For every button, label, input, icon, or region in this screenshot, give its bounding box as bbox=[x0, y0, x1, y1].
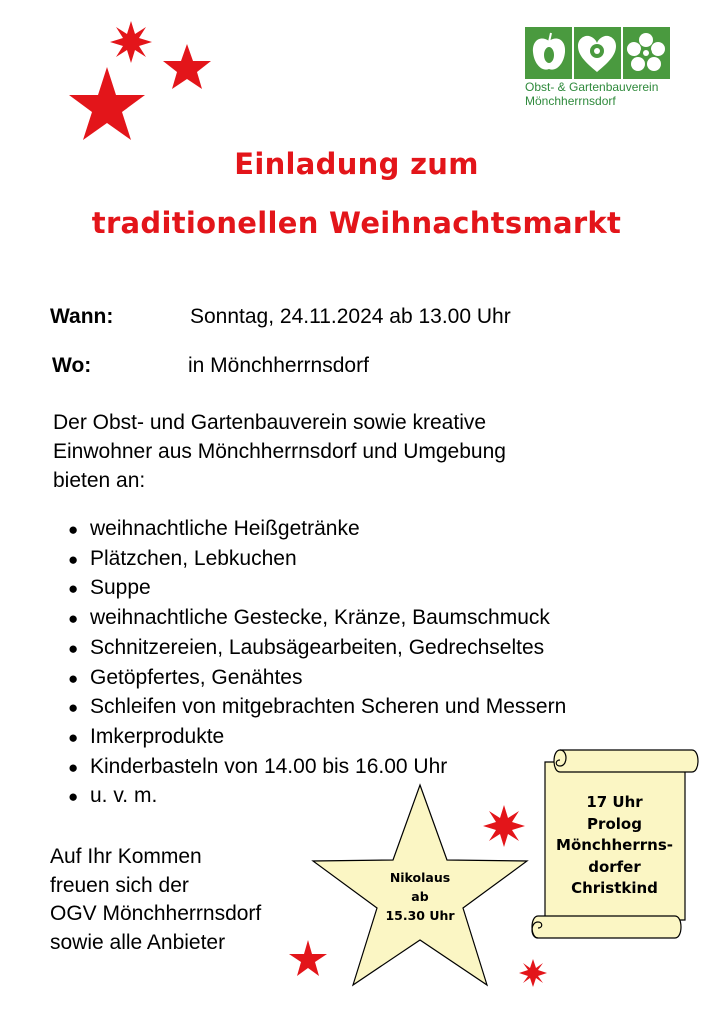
spiky-star-icon bbox=[110, 21, 152, 63]
bullet-icon: ● bbox=[68, 609, 79, 629]
list-item-text: Kinderbasteln von 14.00 bis 16.00 Uhr bbox=[90, 754, 448, 778]
club-logo bbox=[525, 27, 670, 79]
red-star-icon bbox=[69, 67, 145, 140]
red-star-icon bbox=[163, 44, 211, 89]
list-item bbox=[68, 634, 566, 664]
bullet-icon: ● bbox=[68, 757, 79, 777]
title-line2: traditionellen Weihnachtsmarkt bbox=[91, 206, 622, 240]
intro-line: bieten an: bbox=[53, 469, 146, 492]
closing-line: freuen sich der bbox=[50, 873, 189, 897]
list-item-text: Suppe bbox=[90, 576, 151, 600]
star-text-line: Nikolaus bbox=[389, 870, 451, 885]
where-value: in Mönchherrnsdorf bbox=[188, 354, 369, 377]
title-line1: Einladung zum bbox=[234, 147, 479, 181]
intro-line: Einwohner aus Mönchherrnsdorf und Umgebung bbox=[53, 440, 506, 463]
list-item-text: weihnachtliche Heißgetränke bbox=[90, 517, 360, 540]
scroll-text-line: dorfer bbox=[588, 857, 641, 876]
scroll-text-line: Mönchherrns- bbox=[556, 836, 673, 854]
scroll-text-line: Prolog bbox=[587, 814, 642, 833]
bullet-icon: ● bbox=[68, 668, 79, 688]
list-item-text: Getöpfertes, Genähtes bbox=[90, 665, 303, 689]
bullet-icon: ● bbox=[68, 549, 79, 569]
bullet-icon: ● bbox=[68, 727, 79, 747]
bullet-icon: ● bbox=[68, 579, 79, 599]
list-item-text: Plätzchen, Lebkuchen bbox=[90, 546, 297, 570]
list-item-text: Schleifen von mitgebrachten Scheren und Messern bbox=[90, 695, 567, 719]
closing-line: Auf Ihr Kommen bbox=[50, 845, 202, 868]
nikolaus-star-text bbox=[355, 868, 485, 925]
list-item bbox=[68, 693, 566, 723]
bullet-icon: ● bbox=[68, 520, 79, 539]
prolog-scroll-text bbox=[547, 792, 682, 900]
star-text-line: 15.30 Uhr bbox=[385, 908, 455, 923]
closing-line: sowie alle Anbieter bbox=[50, 930, 226, 954]
red-star-icon bbox=[289, 940, 327, 976]
list-item bbox=[68, 545, 566, 575]
list-item bbox=[68, 604, 566, 634]
decorative-stars-top bbox=[0, 0, 240, 160]
scroll-text-line: 17 Uhr bbox=[586, 793, 643, 811]
list-item-text: Schnitzereien, Laubsägearbeiten, Gedrechseltes bbox=[90, 635, 545, 659]
list-item bbox=[68, 515, 566, 545]
closing-text bbox=[50, 843, 261, 957]
bullet-icon: ● bbox=[68, 638, 79, 658]
scroll-text-line: Christkind bbox=[571, 879, 658, 897]
when-label: Wann: bbox=[50, 305, 114, 328]
logo-text-line2: Mönchherrnsdorf bbox=[525, 94, 616, 108]
list-item-text: weihnachtliche Gestecke, Kränze, Baumschmuck bbox=[90, 606, 550, 630]
list-item bbox=[68, 664, 566, 694]
spiky-star-icon bbox=[519, 959, 547, 987]
closing-line: OGV Mönchherrnsdorf bbox=[50, 902, 262, 925]
list-item-text: u. v. m. bbox=[90, 784, 158, 808]
list-item bbox=[68, 574, 566, 604]
intro-line: Der Obst- und Gartenbauverein sowie kreative bbox=[53, 411, 487, 434]
logo-text-line1: Obst- & Gartenbauverein bbox=[525, 80, 659, 94]
when-value: Sonntag, 24.11.2024 ab 13.00 Uhr bbox=[190, 305, 511, 328]
bullet-icon: ● bbox=[68, 787, 79, 807]
list-item-text: Imkerprodukte bbox=[90, 724, 225, 748]
spiky-star-icon bbox=[483, 805, 525, 847]
where-label: Wo: bbox=[52, 354, 92, 377]
bullet-icon: ● bbox=[68, 698, 79, 718]
star-text-line: ab bbox=[411, 889, 429, 904]
intro-paragraph bbox=[53, 408, 653, 495]
